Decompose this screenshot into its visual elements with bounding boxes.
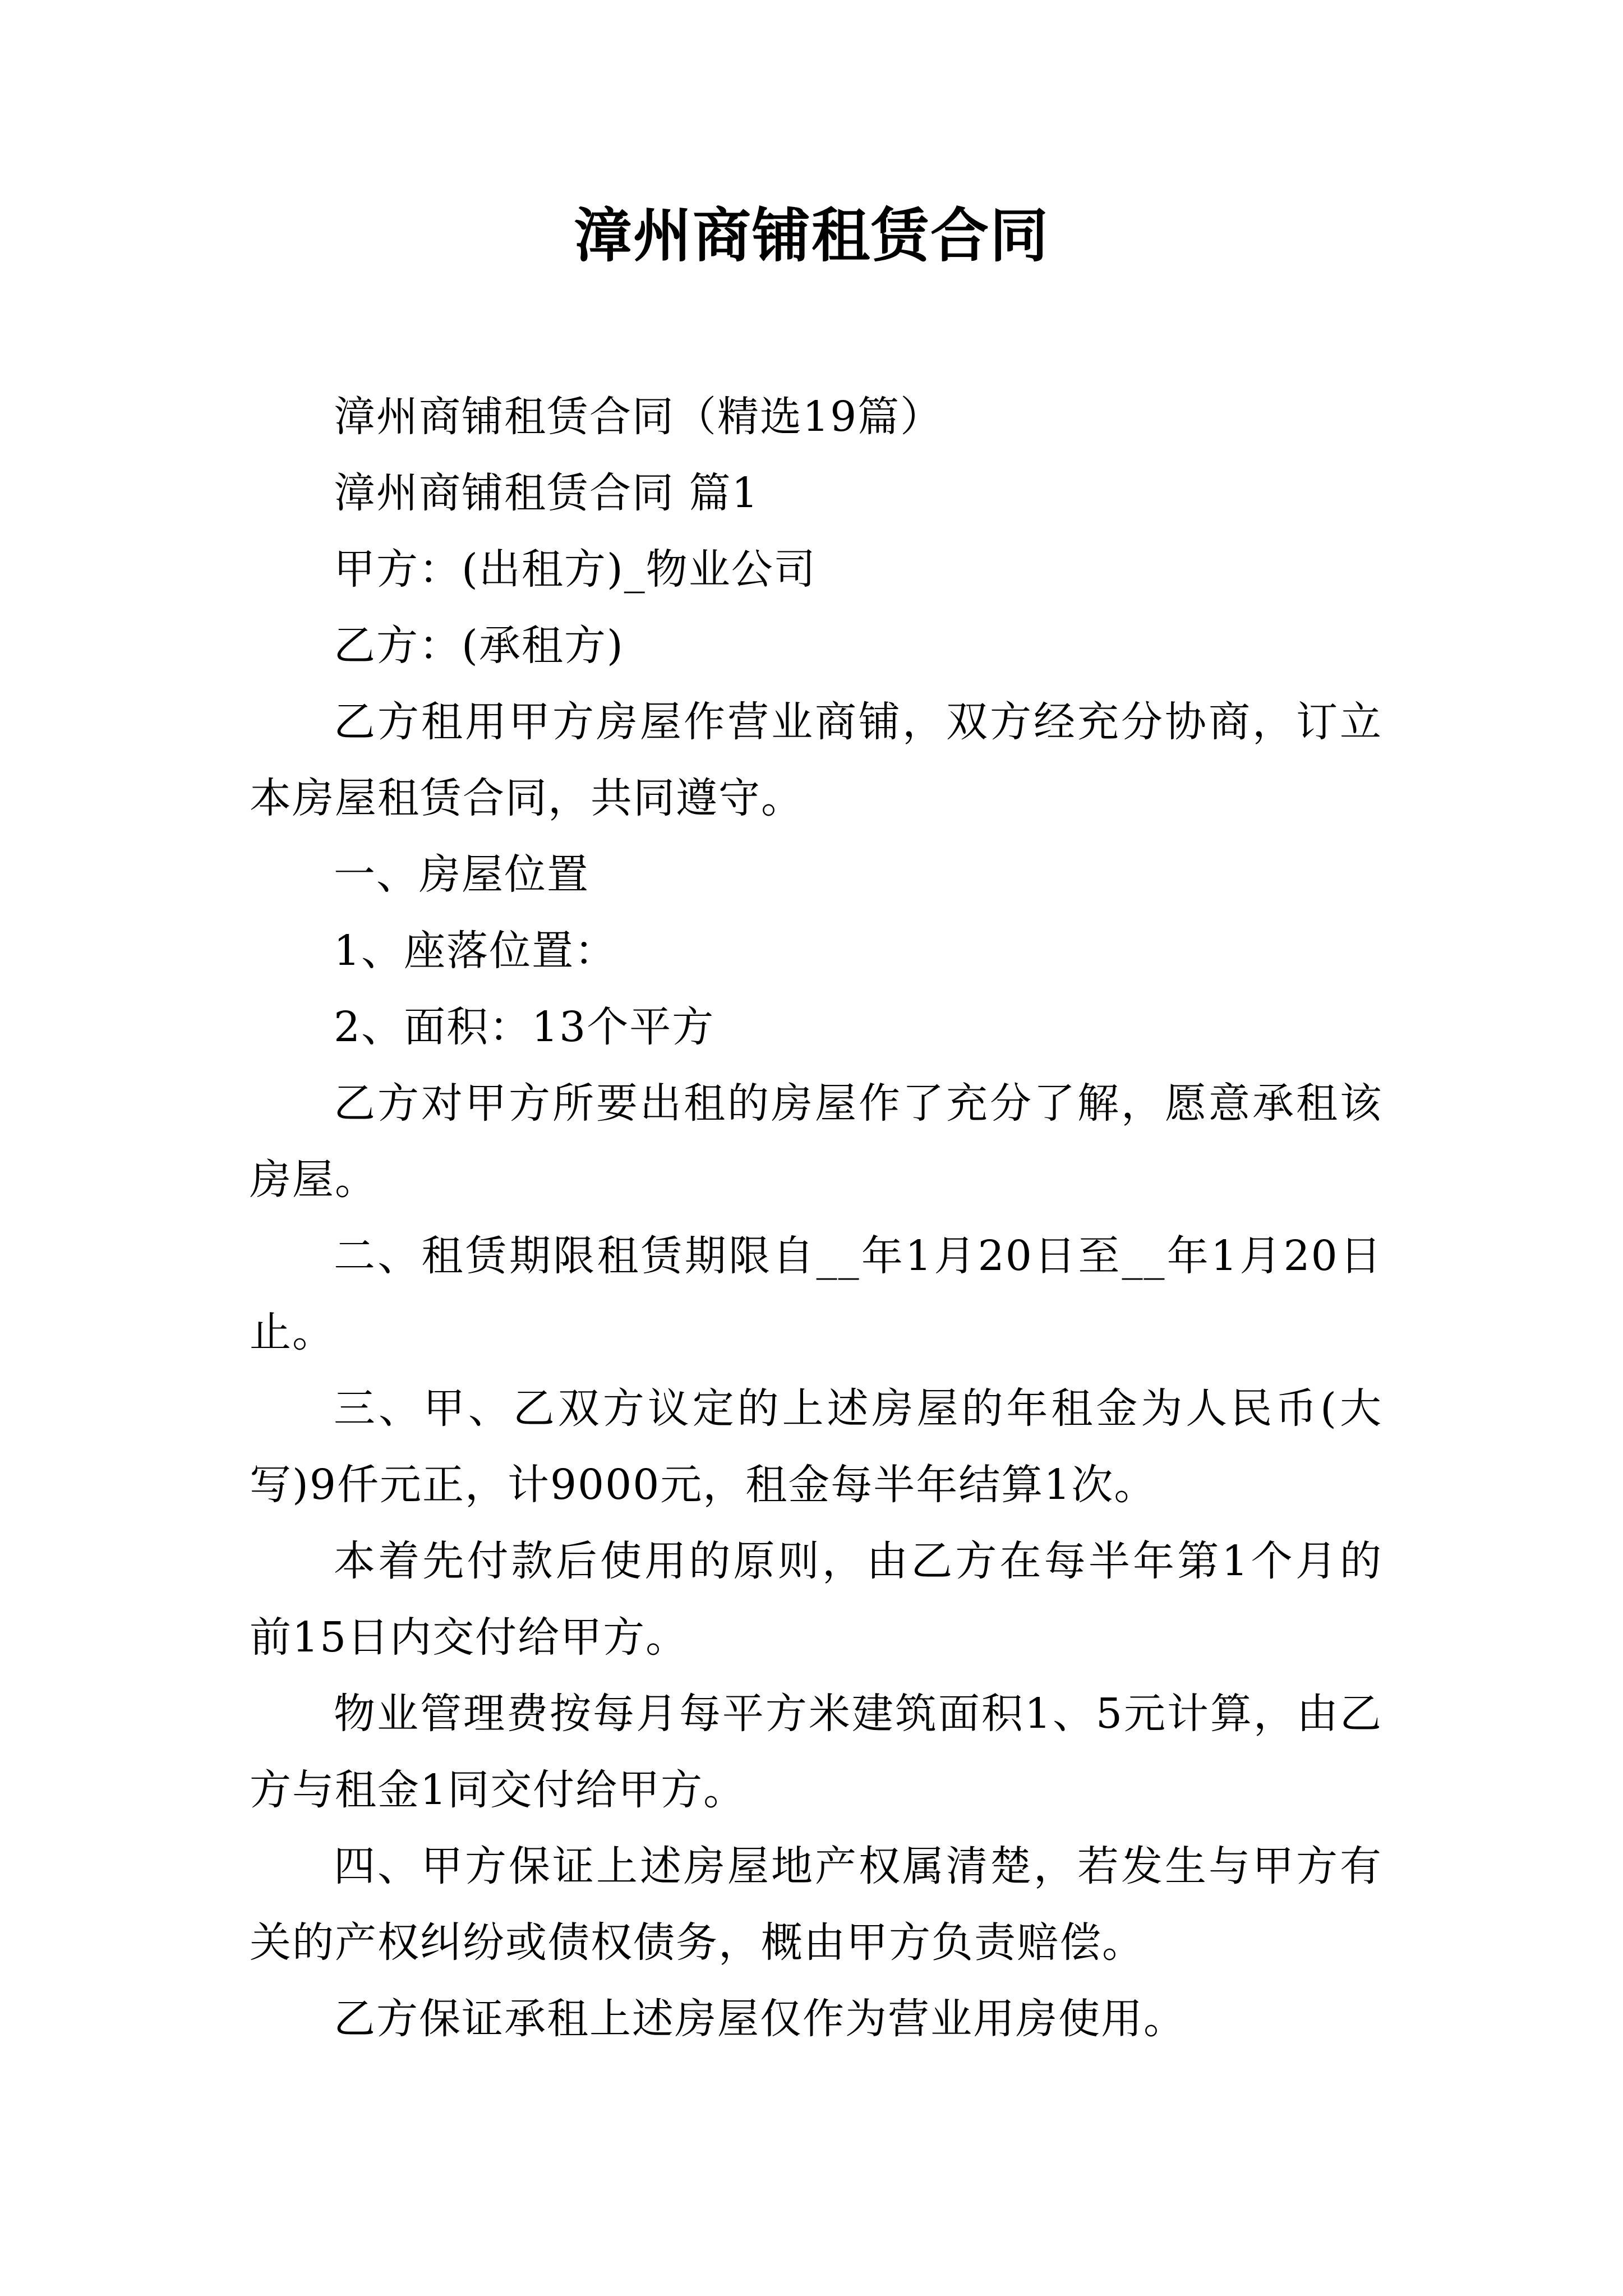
paragraph: 1、座落位置： [334,927,617,975]
paragraph: 甲方：(出租方)_物业公司 [334,545,817,593]
paragraph: 乙方：(承租方) [334,622,624,670]
document-body [250,379,1382,2057]
paragraph: 二、租赁期限租赁期限自__年1月20日至__年1月20日止。 [250,1232,1382,1356]
paragraph: 物业管理费按每月每平方米建筑面积1、5元计算，由乙方与租金1同交付给甲方。 [250,1690,1382,1814]
document-title: 漳州商铺租赁合同 [573,201,1049,270]
paragraph: 乙方租用甲方房屋作营业商铺，双方经充分协商，订立本房屋租赁合同，共同遵守。 [250,698,1382,822]
paragraph: 乙方对甲方所要出租的房屋作了充分了解，愿意承租该房屋。 [250,1079,1382,1204]
paragraph: 一、房屋位置 [334,850,589,899]
paragraph: 乙方保证承租上述房屋仅作为营业用房使用。 [334,1995,1186,2043]
paragraph: 漳州商铺租赁合同 篇1 [334,469,759,517]
paragraph: 三、甲、乙双方议定的上述房屋的年租金为人民币(大写)9仟元正，计9000元，租金每半年结算1次。 [250,1384,1382,1509]
paragraph: 漳州商铺租赁合同（精选19篇） [334,393,943,441]
paragraph: 四、甲方保证上述房屋地产权属清楚，若发生与甲方有关的产权纠纷或债权债务，概由甲方负责赔偿。 [250,1842,1382,1967]
paragraph: 本着先付款后使用的原则，由乙方在每半年第1个月的前15日内交付给甲方。 [250,1537,1382,1662]
paragraph: 2、面积：13个平方 [334,1003,715,1051]
